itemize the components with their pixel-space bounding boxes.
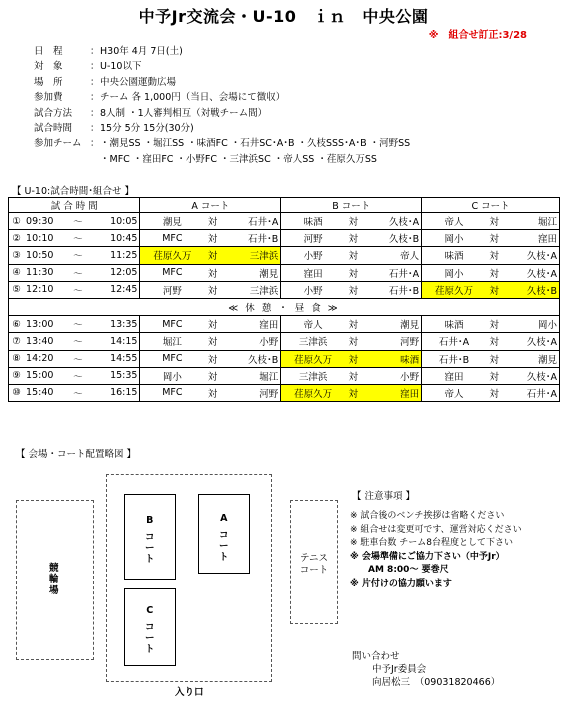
team-away: 石井･A bbox=[502, 384, 559, 401]
info-label: 対 象 bbox=[34, 61, 63, 73]
map-label-char: 競 bbox=[49, 563, 59, 574]
header-court-a: A コート bbox=[140, 198, 281, 213]
schedule-table bbox=[8, 197, 560, 402]
note-item: ※ 片付けの協力願います bbox=[350, 578, 452, 589]
info-colon: ： bbox=[90, 107, 100, 119]
map-label-char: 場 bbox=[49, 585, 59, 596]
team-away: 味酒 bbox=[362, 350, 422, 367]
team-away: 堀江 bbox=[502, 213, 559, 230]
info-colon: ： bbox=[90, 122, 100, 134]
court-b bbox=[124, 494, 176, 580]
map-label-char: 輪 bbox=[49, 574, 59, 585]
team-home: MFC bbox=[140, 384, 204, 401]
table-row bbox=[9, 281, 560, 298]
end-time: 13:35 bbox=[88, 316, 140, 333]
map-label-char: ト bbox=[219, 552, 229, 563]
end-time: 11:25 bbox=[88, 247, 140, 264]
team-home: 荏原久万 bbox=[140, 247, 204, 264]
match-number: ② bbox=[9, 230, 25, 247]
vs-label: 対 bbox=[204, 350, 221, 367]
info-colon: ： bbox=[90, 46, 100, 57]
end-time: 10:45 bbox=[88, 230, 140, 247]
start-time: 13:40 bbox=[24, 333, 67, 350]
time-separator: ～ bbox=[68, 333, 89, 350]
team-home: 窪田 bbox=[422, 367, 486, 384]
team-away: 河野 bbox=[221, 384, 281, 401]
time-separator: ～ bbox=[68, 213, 89, 230]
start-time: 10:10 bbox=[24, 230, 67, 247]
lunch-label: ≪ 休 憩 ・ 昼 食 ≫ bbox=[9, 298, 560, 315]
match-number: ⑨ bbox=[9, 367, 25, 384]
team-home: 味酒 bbox=[422, 247, 486, 264]
info-label: 参加費 bbox=[34, 92, 63, 104]
revision-note: ※ 組合せ訂正:3/28 bbox=[428, 30, 527, 41]
team-home: 荏原久万 bbox=[281, 350, 345, 367]
info-value: 8人制 ・1人審判相互（対戦チーム間） bbox=[100, 107, 268, 119]
match-number: ⑥ bbox=[9, 316, 25, 333]
end-time: 10:05 bbox=[88, 213, 140, 230]
vs-label: 対 bbox=[204, 230, 221, 247]
match-number: ⑤ bbox=[9, 281, 25, 298]
start-time: 13:00 bbox=[24, 316, 67, 333]
map-label-char: コ bbox=[145, 532, 155, 543]
header-court-b: B コート bbox=[281, 198, 422, 213]
map-label-char: C bbox=[146, 605, 154, 616]
info-row-teams bbox=[34, 136, 554, 167]
info-row bbox=[34, 90, 554, 105]
team-home: 小野 bbox=[281, 247, 345, 264]
team-away: 窪田 bbox=[362, 384, 422, 401]
end-time: 12:45 bbox=[88, 281, 140, 298]
team-away: 久枝･A bbox=[502, 264, 559, 281]
time-separator: ～ bbox=[68, 316, 89, 333]
info-value: チーム 各 1,000円（当日、会場にて徴収） bbox=[100, 92, 286, 104]
team-away: 久枝･A bbox=[502, 247, 559, 264]
vs-label: 対 bbox=[486, 247, 503, 264]
table-row bbox=[9, 213, 560, 230]
team-away: 石井･B bbox=[221, 230, 281, 247]
match-number: ⑦ bbox=[9, 333, 25, 350]
team-home: 三津浜 bbox=[281, 367, 345, 384]
header-court-c: C コート bbox=[422, 198, 560, 213]
team-home: 石井･A bbox=[422, 333, 486, 350]
court-c bbox=[124, 588, 176, 666]
match-number: ③ bbox=[9, 247, 25, 264]
vs-label: 対 bbox=[486, 350, 503, 367]
team-home: 岡小 bbox=[140, 367, 204, 384]
tennis-label-2: コート bbox=[299, 565, 329, 576]
contact-org: 中予Jr委員会 bbox=[372, 664, 427, 675]
map-label-char: B bbox=[146, 515, 154, 526]
vs-label: 対 bbox=[204, 264, 221, 281]
info-row bbox=[34, 121, 554, 136]
vs-label: 対 bbox=[486, 281, 503, 298]
team-home: MFC bbox=[140, 264, 204, 281]
vs-label: 対 bbox=[345, 264, 362, 281]
vs-label: 対 bbox=[486, 213, 503, 230]
team-home: 小野 bbox=[281, 281, 345, 298]
notes bbox=[350, 488, 560, 591]
map-label-char: コ bbox=[219, 530, 229, 541]
team-away: 潮見 bbox=[362, 316, 422, 333]
team-home: 帝人 bbox=[281, 316, 345, 333]
event-info bbox=[34, 44, 554, 167]
vs-label: 対 bbox=[345, 281, 362, 298]
schedule-header-row bbox=[9, 198, 560, 213]
time-separator: ～ bbox=[68, 367, 89, 384]
team-home: 潮見 bbox=[140, 213, 204, 230]
vs-label: 対 bbox=[345, 247, 362, 264]
info-value: U-10以下 bbox=[100, 61, 142, 73]
info-row bbox=[34, 59, 554, 74]
contact-title: 問い合わせ bbox=[352, 651, 400, 662]
end-time: 15:35 bbox=[88, 367, 140, 384]
vs-label: 対 bbox=[345, 213, 362, 230]
note-item: ※ 組合せは変更可です、運営対応ください bbox=[350, 524, 522, 535]
match-number: ⑧ bbox=[9, 350, 25, 367]
team-home: 岡小 bbox=[422, 230, 486, 247]
team-away: 久枝･B bbox=[221, 350, 281, 367]
vs-label: 対 bbox=[345, 230, 362, 247]
info-value: 15分 5分 15分(30分) bbox=[100, 122, 194, 134]
team-away: 小野 bbox=[221, 333, 281, 350]
time-separator: ～ bbox=[68, 247, 89, 264]
team-home: 味酒 bbox=[422, 316, 486, 333]
time-separator: ～ bbox=[68, 350, 89, 367]
vs-label: 対 bbox=[204, 367, 221, 384]
table-row bbox=[9, 333, 560, 350]
info-colon: ： bbox=[90, 138, 100, 150]
time-separator: ～ bbox=[68, 264, 89, 281]
team-home: 帝人 bbox=[422, 213, 486, 230]
start-time: 10:50 bbox=[24, 247, 67, 264]
map-label-char: コ bbox=[145, 622, 155, 633]
info-colon: ： bbox=[90, 61, 100, 73]
info-value: H30年 4月 7日(土) bbox=[100, 46, 183, 57]
team-away: 潮見 bbox=[221, 264, 281, 281]
vs-label: 対 bbox=[486, 264, 503, 281]
page-title: 中予Jr交流会・U-10 ｉｎ 中央公園 bbox=[138, 7, 429, 26]
team-away: 窪田 bbox=[221, 316, 281, 333]
vs-label: 対 bbox=[345, 316, 362, 333]
team-home: MFC bbox=[140, 316, 204, 333]
start-time: 11:30 bbox=[24, 264, 67, 281]
vs-label: 対 bbox=[204, 333, 221, 350]
teams-line-1: ・潮見SS ・堀江SS ・味酒FC ・石井SC･A･B ・久枝SSS･A･B ・河野SS bbox=[100, 138, 411, 150]
map-label-char: ト bbox=[145, 644, 155, 655]
schedule-title: 【 U-10:試合時間･組合せ 】 bbox=[12, 186, 134, 197]
team-away: 三津浜 bbox=[221, 247, 281, 264]
contact bbox=[352, 650, 500, 689]
teams-line-2: ・MFC ・窪田FC ・小野FC ・三津浜SC ・帝人SS ・荏原久万SS bbox=[100, 153, 377, 165]
info-row bbox=[34, 75, 554, 90]
table-row bbox=[9, 230, 560, 247]
info-colon: ： bbox=[90, 76, 100, 88]
map-title: 【 会場・コート配置略図 】 bbox=[16, 449, 137, 460]
tennis-label-1: テニス bbox=[299, 553, 329, 564]
team-away: 小野 bbox=[362, 367, 422, 384]
notes-title: 【 注意事項 】 bbox=[352, 491, 416, 502]
note-item: ※ 駐車台数 チーム8台程度として下さい bbox=[350, 538, 513, 548]
tennis-court-area bbox=[290, 500, 338, 624]
team-away: 久枝･A bbox=[362, 213, 422, 230]
map-label-char: A bbox=[220, 513, 228, 524]
team-away: 三津浜 bbox=[221, 281, 281, 298]
team-home: 窪田 bbox=[281, 264, 345, 281]
map-label-char: ー bbox=[219, 541, 229, 552]
info-label: 場 所 bbox=[34, 76, 63, 88]
team-home: 石井･B bbox=[422, 350, 486, 367]
match-number: ④ bbox=[9, 264, 25, 281]
team-home: 荏原久万 bbox=[422, 281, 486, 298]
start-time: 09:30 bbox=[24, 213, 67, 230]
vs-label: 対 bbox=[486, 367, 503, 384]
match-number: ⑩ bbox=[9, 384, 25, 401]
match-number: ① bbox=[9, 213, 25, 230]
team-home: 荏原久万 bbox=[281, 384, 345, 401]
team-home: 帝人 bbox=[422, 384, 486, 401]
team-home: 岡小 bbox=[422, 264, 486, 281]
table-row bbox=[9, 350, 560, 367]
info-colon: ： bbox=[90, 92, 100, 104]
end-time: 14:15 bbox=[88, 333, 140, 350]
team-home: 河野 bbox=[281, 230, 345, 247]
court-a bbox=[198, 494, 250, 574]
table-row bbox=[9, 247, 560, 264]
team-away: 岡小 bbox=[502, 316, 559, 333]
vs-label: 対 bbox=[204, 247, 221, 264]
vs-label: 対 bbox=[486, 384, 503, 401]
info-label: 試合時間 bbox=[34, 122, 73, 134]
info-row bbox=[34, 44, 554, 59]
vs-label: 対 bbox=[204, 213, 221, 230]
start-time: 15:40 bbox=[24, 384, 67, 401]
table-row bbox=[9, 367, 560, 384]
team-away: 久枝･A bbox=[502, 333, 559, 350]
vs-label: 対 bbox=[204, 316, 221, 333]
end-time: 14:55 bbox=[88, 350, 140, 367]
table-row bbox=[9, 384, 560, 401]
vs-label: 対 bbox=[486, 333, 503, 350]
info-row bbox=[34, 106, 554, 121]
vs-label: 対 bbox=[345, 384, 362, 401]
info-value: 中央公園運動広場 bbox=[100, 76, 177, 88]
team-away: 久枝･B bbox=[362, 230, 422, 247]
entrance-label: 入り口 bbox=[175, 687, 204, 698]
team-away: 堀江 bbox=[221, 367, 281, 384]
start-time: 15:00 bbox=[24, 367, 67, 384]
team-home: 堀江 bbox=[140, 333, 204, 350]
team-away: 潮見 bbox=[502, 350, 559, 367]
note-item: ※ 会場準備にご協力下さい（中予Jr） bbox=[350, 551, 505, 562]
info-label: 参加チーム bbox=[34, 138, 82, 150]
note-item: ※ 試合後のベンチ挨拶は省略ください bbox=[350, 511, 505, 521]
note-item: AM 8:00～ 要巻尺 bbox=[350, 565, 449, 575]
team-away: 石井･A bbox=[362, 264, 422, 281]
vs-label: 対 bbox=[204, 384, 221, 401]
lunch-break-row bbox=[9, 298, 560, 315]
team-away: 窪田 bbox=[502, 230, 559, 247]
start-time: 14:20 bbox=[24, 350, 67, 367]
team-home: 味酒 bbox=[281, 213, 345, 230]
team-away: 久枝･B bbox=[502, 281, 559, 298]
map-label-char: ー bbox=[145, 543, 155, 554]
team-away: 帝人 bbox=[362, 247, 422, 264]
vs-label: 対 bbox=[486, 316, 503, 333]
team-away: 石井･A bbox=[221, 213, 281, 230]
start-time: 12:10 bbox=[24, 281, 67, 298]
table-row bbox=[9, 316, 560, 333]
time-separator: ～ bbox=[68, 384, 89, 401]
map-label-char: ト bbox=[145, 554, 155, 565]
vs-label: 対 bbox=[204, 281, 221, 298]
time-separator: ～ bbox=[68, 230, 89, 247]
end-time: 16:15 bbox=[88, 384, 140, 401]
team-away: 石井･B bbox=[362, 281, 422, 298]
team-home: 河野 bbox=[140, 281, 204, 298]
team-home: 三津浜 bbox=[281, 333, 345, 350]
vs-label: 対 bbox=[345, 350, 362, 367]
vs-label: 対 bbox=[486, 230, 503, 247]
info-label: 試合方法 bbox=[34, 107, 73, 119]
team-away: 河野 bbox=[362, 333, 422, 350]
table-row bbox=[9, 264, 560, 281]
team-home: MFC bbox=[140, 230, 204, 247]
vs-label: 対 bbox=[345, 333, 362, 350]
team-home: MFC bbox=[140, 350, 204, 367]
map-label-char: ー bbox=[145, 633, 155, 644]
info-label: 日 程 bbox=[34, 46, 63, 57]
header-time: 試 合 時 間 bbox=[9, 198, 140, 213]
time-separator: ～ bbox=[68, 281, 89, 298]
team-away: 久枝･A bbox=[502, 367, 559, 384]
contact-person: 向居松三 （09031820466） bbox=[372, 677, 501, 688]
vs-label: 対 bbox=[345, 367, 362, 384]
end-time: 12:05 bbox=[88, 264, 140, 281]
velodrome-area bbox=[16, 500, 94, 660]
